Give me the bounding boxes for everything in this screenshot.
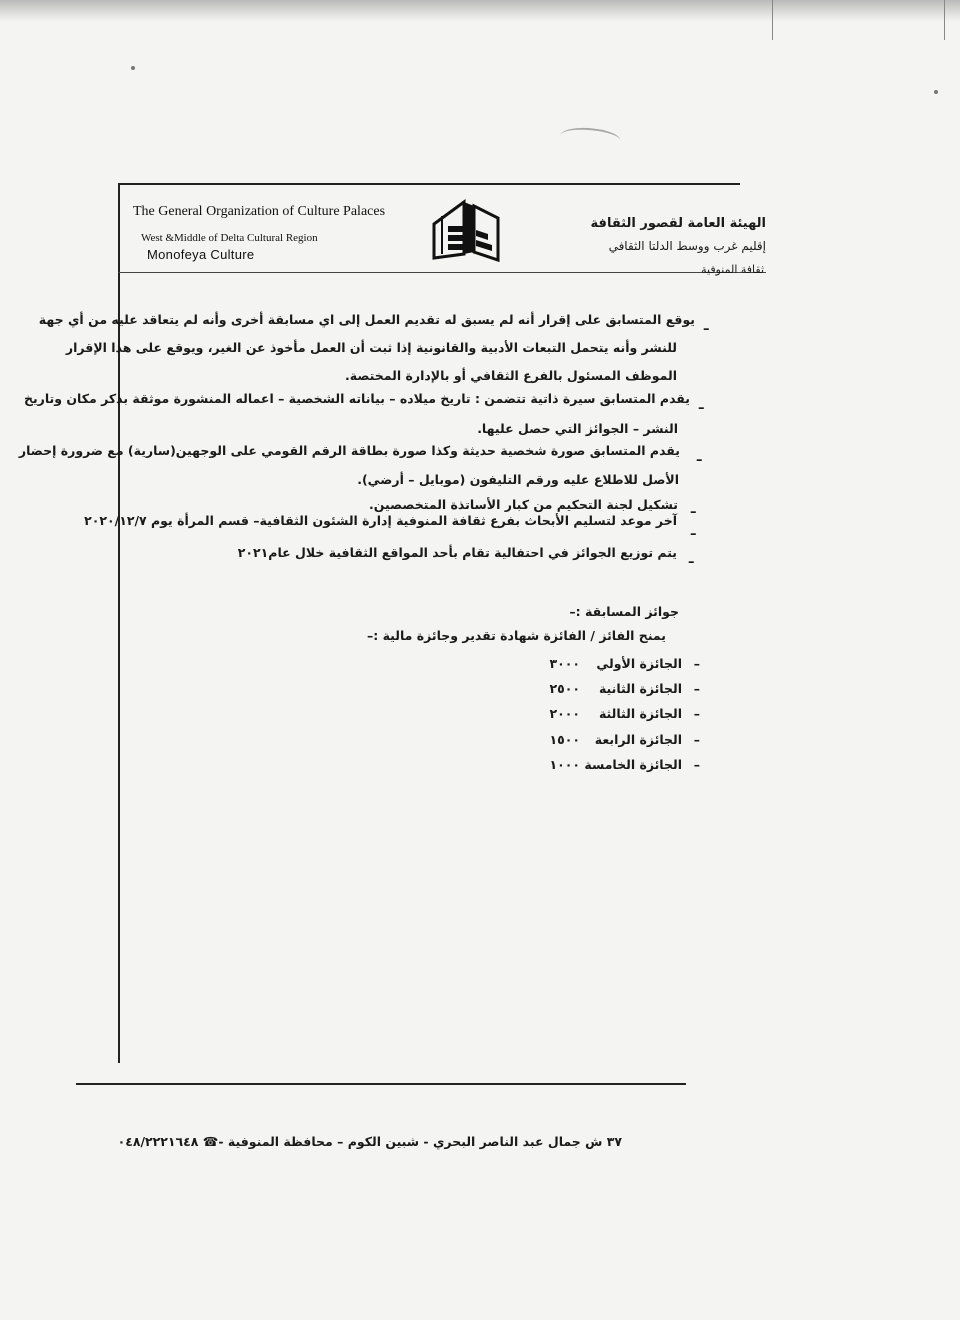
prizes-heading: جوائز المسابقة :– [569, 604, 679, 619]
prize-name: الجائزة الأولي [596, 656, 682, 671]
prize-row [530, 656, 700, 676]
footer-address: ٣٧ ش جمال عبد الناصر البحري - شبين الكوم – محافظة المنوفية -☎ ٠٤٨/٢٢٢١٦٤٨ [117, 1134, 622, 1149]
culture-palaces-logo [428, 196, 512, 266]
condition-line: يقدم المتسابق صورة شخصية حديثة وكذا صورة بطاقة الرقم القومي على الوجهين(سارية) مع ضرورة إحضار [18, 443, 680, 458]
ink-smudge [559, 124, 621, 152]
condition-line: للنشر وأنه يتحمل التبعات الأدبية والقانونية إذا ثبت أن العمل مأخوذ عن الغير، ويوقع على هذا الإقرار [65, 340, 677, 355]
condition-line: النشر – الجوائز التي حصل عليها. [477, 421, 678, 436]
prize-amount: ٢٠٠٠ [549, 706, 580, 721]
arabic-branch-name: ثقافة المنوفية [701, 263, 764, 276]
prize-name: الجائزة الثالثة [598, 706, 682, 721]
scan-artifact-line [772, 0, 773, 40]
english-region-name: West &Middle of Delta Cultural Region [141, 232, 318, 244]
condition-line: الأصل للاطلاع عليه ورقم التليفون (موبايل – أرضي). [357, 472, 679, 487]
bullet-dash: – [690, 527, 697, 542]
bullet-dash: – [698, 401, 705, 416]
condition-line: يقدم المتسابق سيرة ذاتية تتضمن : تاريخ ميلاده – بياناته الشخصية – اعماله المنشورة موثقة بذكر مكان وتاريخ [23, 391, 690, 406]
bullet-dash: – [693, 732, 700, 747]
prize-amount: ١٠٠٠ [549, 757, 580, 772]
header-divider [118, 272, 766, 273]
prize-name: الجائزة الثانية [598, 681, 682, 696]
scan-top-edge [0, 0, 960, 22]
prize-row [530, 732, 700, 752]
condition-line: يتم توزيع الجوائز في احتفالية تقام بأحد المواقع الثقافية خلال عام٢٠٢١ [237, 545, 677, 560]
prize-row [530, 681, 700, 701]
condition-line: آخر موعد لتسليم الأبحاث بفرع ثقافة المنوفية إدارة الشئون الثقافية– قسم المرأة يوم ٢٠٢٠/١٢/٧ [84, 513, 677, 528]
footer-divider [76, 1083, 686, 1085]
scan-artifact-line [944, 0, 945, 40]
bullet-dash: – [688, 555, 695, 570]
arabic-region-name: إقليم غرب ووسط الدلتا الثقافي [608, 239, 766, 253]
prize-row [530, 706, 700, 726]
arabic-org-name: الهيئة العامة لقصور الثقافة [590, 216, 766, 231]
prize-name: الجائزة الخامسة [584, 757, 682, 772]
prize-amount: ١٥٠٠ [549, 732, 580, 747]
prize-amount: ٢٥٠٠ [549, 681, 580, 696]
bullet-dash: – [693, 656, 700, 671]
condition-line: يوقع المتسابق على إقرار أنه لم يسبق له تقديم العمل إلى اي مسابقة أخرى وأنه لم يتعاقد عليه من أي جهة [38, 312, 695, 327]
condition-line: تشكيل لجنة التحكيم من كبار الأساتذة المتخصصين. [368, 497, 678, 512]
bullet-dash: – [693, 706, 700, 721]
scan-speck [934, 90, 938, 94]
bullet-dash: – [693, 757, 700, 772]
english-branch-name: Monofeya Culture [147, 247, 255, 262]
frame-top-rule [118, 183, 740, 185]
bullet-dash: – [693, 681, 700, 696]
prize-name: الجائزة الرابعة [594, 732, 682, 747]
bullet-dash: – [703, 322, 710, 337]
bullet-dash: – [696, 453, 703, 468]
bullet-dash: – [690, 505, 697, 520]
prize-amount: ٣٠٠٠ [549, 656, 580, 671]
english-org-name: The General Organization of Culture Palaces [133, 204, 386, 219]
condition-line: الموظف المسئول بالفرع الثقافي أو بالإدارة المختصة. [345, 368, 677, 383]
prizes-intro: يمنح الفائز / الفائزة شهادة تقدير وجائزة مالية :– [366, 628, 666, 643]
prize-row [530, 757, 700, 777]
scan-speck [131, 66, 135, 70]
